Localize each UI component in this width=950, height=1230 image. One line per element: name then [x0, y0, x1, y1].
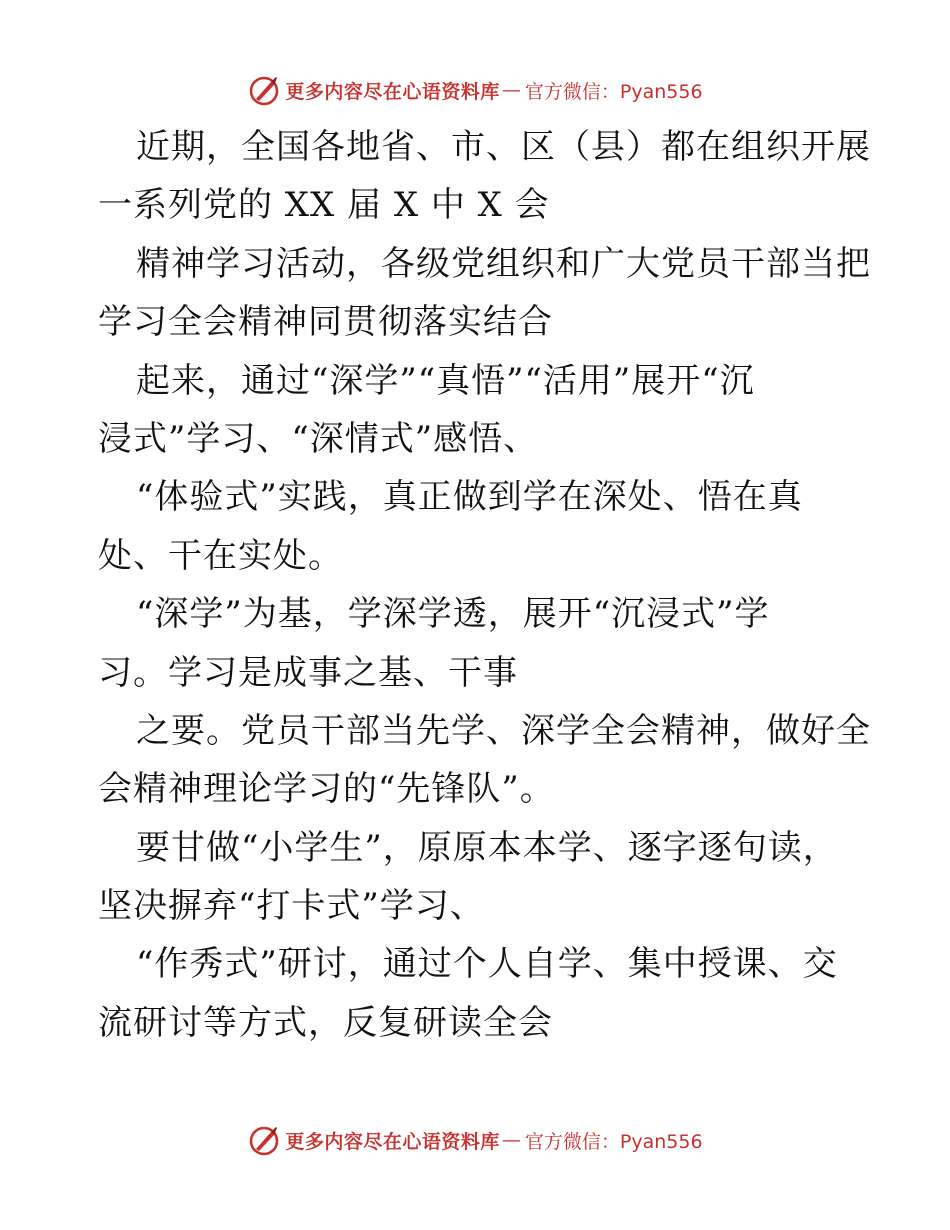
body-line: 会精神理论学习的“先锋队”。	[98, 769, 555, 810]
body-line: 精神学习活动，各级党组织和广大党员干部当把	[136, 243, 871, 284]
body-line: 起来，通过“深学”“真悟”“活用”展开“沉	[136, 360, 755, 401]
body-line: 流研讨等方式，反复研读全会	[98, 1002, 553, 1043]
footer-watermark-banner	[0, 1120, 950, 1160]
body-line: “作秀式”研讨，通过个人自学、集中授课、交	[136, 944, 838, 985]
footer-dash: —	[501, 1129, 521, 1151]
quill-pen-logo-icon	[247, 1123, 281, 1157]
header-contact-text: 官方微信：Pyan556	[524, 80, 703, 103]
document-body	[98, 118, 871, 1052]
footer-brand-text: 更多内容尽在心语资料库	[285, 1130, 500, 1153]
footer-contact-text: 官方微信：Pyan556	[524, 1130, 703, 1153]
body-line: “体验式”实践，真正做到学在深处、悟在真	[136, 477, 803, 518]
body-line: 学习全会精神同贯彻落实结合	[98, 302, 553, 343]
body-line: 之要。党员干部当先学、深学全会精神，做好全	[136, 710, 871, 751]
header-watermark-banner	[0, 70, 950, 110]
body-line: 坚决摒弃“打卡式”学习、	[98, 886, 485, 927]
header-dash: —	[501, 79, 521, 101]
quill-pen-logo-icon	[247, 73, 281, 107]
body-line: “深学”为基，学深学透，展开“沉浸式”学	[136, 594, 770, 635]
header-brand-text: 更多内容尽在心语资料库	[285, 80, 500, 103]
body-line: 浸式”学习、“深情式”感悟、	[98, 418, 539, 459]
body-line: 处、干在实处。	[98, 535, 343, 576]
body-line: 习。学习是成事之基、干事	[98, 652, 518, 693]
body-line: 要甘做“小学生”，原原本本学、逐字逐句读，	[136, 827, 838, 868]
body-line: 近期，全国各地省、市、区（县）都在组织开展	[136, 127, 871, 167]
body-line: 一系列党的 XX 届 X 中 X 会	[98, 185, 550, 226]
